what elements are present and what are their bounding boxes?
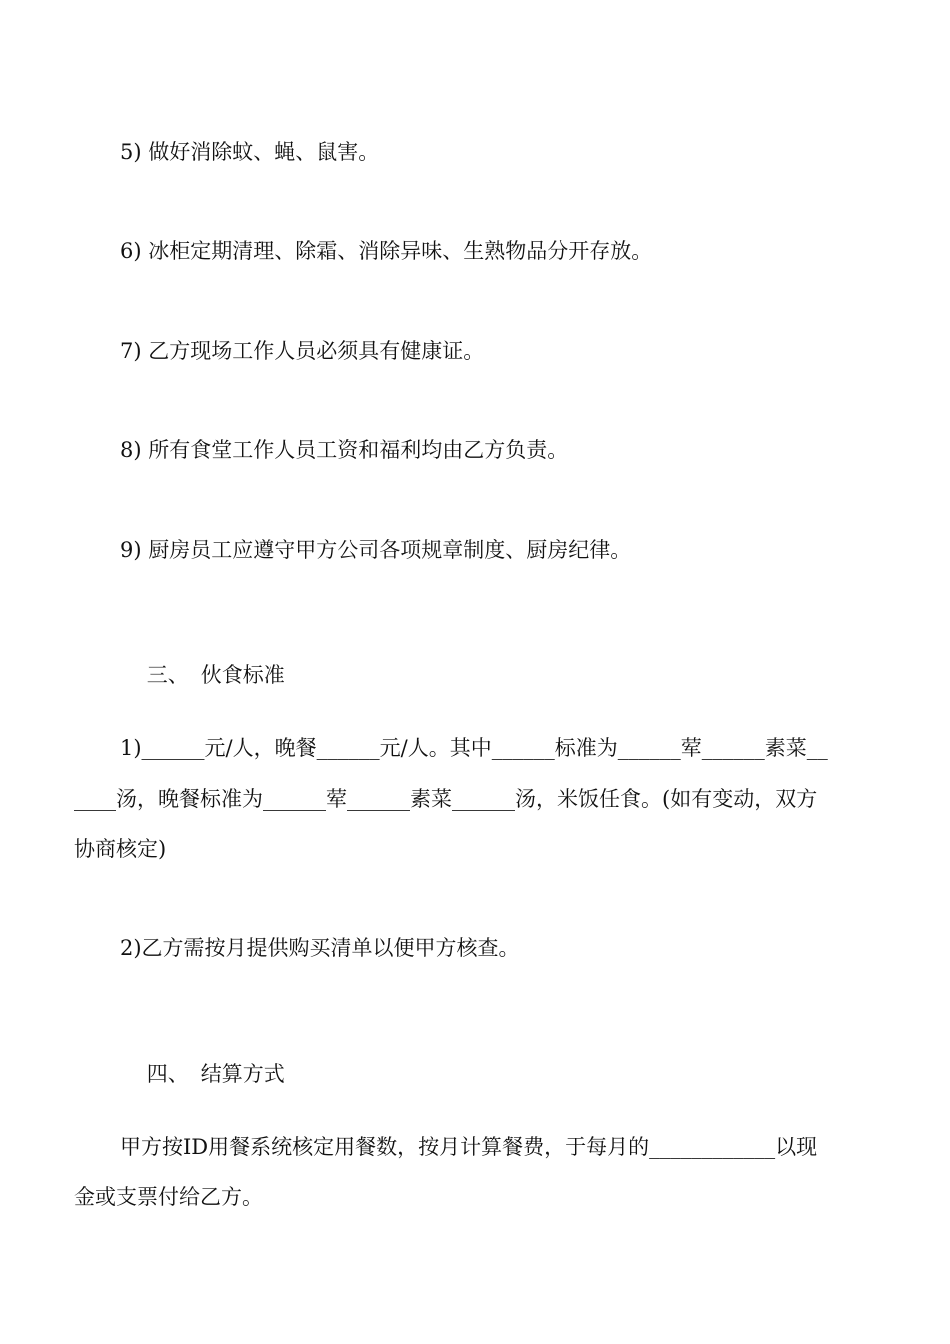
paragraph-line: 2)乙方需按月提供购买清单以便甲方核查。 [120,936,520,960]
list-item: 6) 冰柜定期清理、除霜、消除异味、生熟物品分开存放。 [120,239,653,263]
paragraph-line: 甲方按ID用餐系统核定用餐数，按月计算餐费，于每月的____________以现 [120,1135,818,1159]
list-item: 8) 所有食堂工作人员工资和福利均由乙方负责。 [120,438,569,462]
paragraph-line: ____汤，晚餐标准为______荤______素菜______汤，米饭任食。(如有变动，双方 [74,787,818,811]
section-title: 伙食标准 [200,663,285,687]
paragraph-line: 金或支票付给乙方。 [74,1185,263,1209]
section-heading-3 [120,636,285,714]
list-item: 5) 做好消除蚊、蝇、鼠害。 [120,140,380,164]
section-title: 结算方式 [200,1062,285,1086]
list-item: 7) 乙方现场工作人员必须具有健康证。 [120,339,485,363]
section-number: 三、 [146,663,189,687]
list-item: 9) 厨房员工应遵守甲方公司各项规章制度、厨房纪律。 [120,538,632,562]
paragraph-line: 1)______元/人，晚餐______元/人。其中______标准为______荤______素菜__ [120,736,828,760]
paragraph-line: 协商核定) [74,837,167,861]
section-heading-4 [120,1035,285,1113]
section-number: 四、 [146,1062,189,1086]
